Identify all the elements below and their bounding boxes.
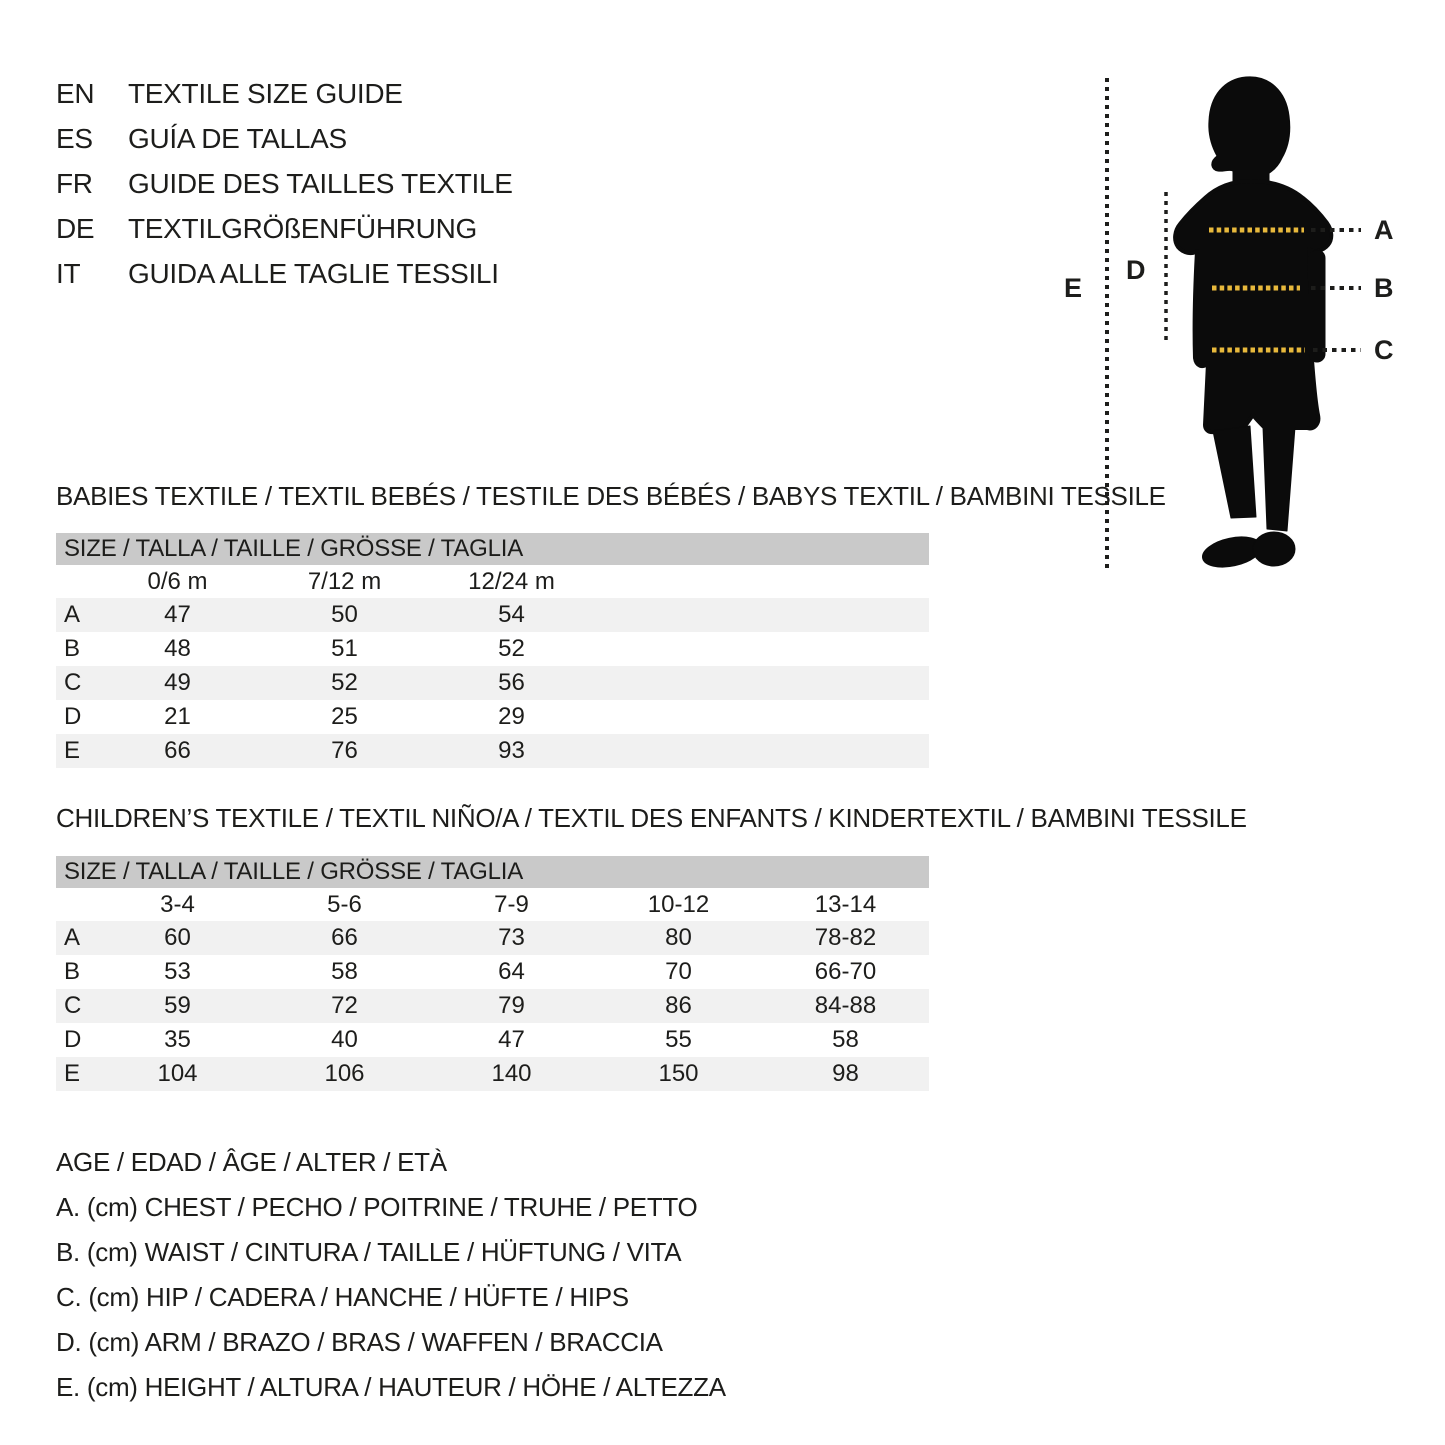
silhouette-torso — [1175, 181, 1331, 432]
measurement-legend — [56, 1140, 726, 1410]
legend-hip: C. (cm) HIP / CADERA / HANCHE / HÜFTE / HIPS — [56, 1282, 629, 1312]
table-cell: 50 — [331, 601, 358, 628]
table-cell: 29 — [498, 703, 525, 730]
table-cell: 66-70 — [814, 958, 877, 985]
children-size-table — [56, 856, 929, 1091]
table-cell: 66 — [331, 924, 358, 951]
babies-size-header-bar: SIZE / TALLA / TAILLE / GRÖSSE / TAGLIA — [56, 533, 929, 565]
table-cell: 86 — [665, 992, 692, 1019]
table-cell: 56 — [498, 669, 525, 696]
table-cell: 51 — [331, 635, 358, 662]
legend-arm: D. (cm) ARM / BRAZO / BRAS / WAFFEN / BRACCIA — [56, 1327, 663, 1357]
silhouette-left-leg — [1213, 426, 1256, 518]
table-cell: 66 — [164, 737, 191, 764]
table-cell: 54 — [498, 601, 525, 628]
row-label: D — [64, 703, 82, 730]
silhouette-shapes — [1175, 77, 1331, 572]
row-label: B — [64, 958, 81, 985]
babies-col-header-3: 12/24 m — [468, 567, 555, 595]
babies-row-d — [56, 700, 929, 734]
table-cell: 59 — [164, 992, 191, 1019]
children-row-d — [56, 1023, 929, 1057]
table-cell: 25 — [331, 703, 358, 730]
lang-code-de: DE — [56, 212, 95, 244]
table-cell: 79 — [498, 992, 525, 1019]
babies-col-header-1: 0/6 m — [147, 567, 208, 595]
table-cell: 106 — [324, 1060, 365, 1087]
babies-column-header-row — [56, 565, 929, 598]
children-col-header-2: 5-6 — [327, 890, 362, 918]
legend-waist: B. (cm) WAIST / CINTURA / TAILLE / HÜFTUNG / VITA — [56, 1237, 682, 1267]
row-label: A — [64, 924, 81, 951]
children-col-header-1: 3-4 — [160, 890, 195, 918]
measure-label-b: B — [1374, 273, 1394, 303]
table-cell: 21 — [164, 703, 191, 730]
silhouette-right-shoe — [1253, 532, 1295, 566]
legend-height: E. (cm) HEIGHT / ALTURA / HAUTEUR / HÖHE / ALTEZZA — [56, 1372, 726, 1402]
table-cell: 52 — [498, 635, 525, 662]
babies-col-header-2: 7/12 m — [307, 567, 382, 595]
table-cell: 104 — [157, 1060, 198, 1087]
children-row-b — [56, 955, 929, 989]
babies-row-c — [56, 666, 929, 700]
table-cell: 48 — [164, 635, 191, 662]
title-row-es — [56, 116, 513, 161]
babies-row-e — [56, 734, 929, 768]
table-cell: 140 — [491, 1060, 532, 1087]
title-de: TEXTILGRÖßENFÜHRUNG — [128, 212, 477, 244]
babies-section-title: BABIES TEXTILE / TEXTIL BEBÉS / TESTILE DES BÉBÉS / BABYS TEXTIL / BAMBINI TESSILE — [56, 481, 1166, 511]
title-row-en — [56, 71, 513, 116]
silhouette-right-arm — [1309, 250, 1325, 362]
title-en: TEXTILE SIZE GUIDE — [128, 77, 403, 109]
table-cell: 52 — [331, 669, 358, 696]
row-label: C — [64, 669, 82, 696]
table-cell: 98 — [832, 1060, 859, 1087]
table-cell: 78-82 — [814, 924, 877, 951]
title-it: GUIDA ALLE TAGLIE TESSILI — [128, 257, 499, 289]
legend-chest: A. (cm) CHEST / PECHO / POITRINE / TRUHE / PETTO — [56, 1192, 698, 1222]
table-cell: 64 — [498, 958, 525, 985]
silhouette-right-leg — [1263, 427, 1295, 531]
title-row-fr — [56, 161, 513, 206]
row-label: E — [64, 737, 81, 764]
lang-code-it: IT — [56, 257, 81, 289]
table-cell: 72 — [331, 992, 358, 1019]
children-column-header-row — [56, 888, 929, 921]
babies-size-table — [56, 533, 929, 768]
row-label: E — [64, 1060, 81, 1087]
table-cell: 53 — [164, 958, 191, 985]
table-cell: 73 — [498, 924, 525, 951]
lang-code-es: ES — [56, 122, 93, 154]
lang-code-fr: FR — [56, 167, 93, 199]
row-label: B — [64, 635, 81, 662]
children-row-c — [56, 989, 929, 1023]
language-title-block — [56, 71, 513, 296]
children-row-a — [56, 921, 929, 955]
table-cell: 80 — [665, 924, 692, 951]
measure-label-a: A — [1374, 215, 1394, 245]
children-col-header-3: 7-9 — [494, 890, 529, 918]
measure-label-e: E — [1064, 273, 1083, 303]
measure-label-c: C — [1374, 335, 1394, 365]
title-fr: GUIDE DES TAILLES TEXTILE — [128, 167, 513, 199]
table-cell: 58 — [832, 1026, 859, 1053]
table-cell: 49 — [164, 669, 191, 696]
table-cell: 35 — [164, 1026, 191, 1053]
row-label: D — [64, 1026, 82, 1053]
children-row-e — [56, 1057, 929, 1091]
table-cell: 55 — [665, 1026, 692, 1053]
table-cell: 84-88 — [814, 992, 877, 1019]
table-cell: 60 — [164, 924, 191, 951]
row-label: C — [64, 992, 82, 1019]
children-size-header-bar: SIZE / TALLA / TAILLE / GRÖSSE / TAGLIA — [56, 856, 929, 888]
table-cell: 58 — [331, 958, 358, 985]
table-cell: 93 — [498, 737, 525, 764]
children-col-header-4: 10-12 — [647, 890, 710, 918]
table-cell: 150 — [658, 1060, 699, 1087]
table-cell: 40 — [331, 1026, 358, 1053]
row-label: A — [64, 601, 81, 628]
table-cell: 70 — [665, 958, 692, 985]
children-section-title: CHILDREN’S TEXTILE / TEXTIL NIÑO/A / TEXTIL DES ENFANTS / KINDERTEXTIL / BAMBINI TESSILE — [56, 803, 1247, 833]
legend-age: AGE / EDAD / ÂGE / ALTER / ETÀ — [56, 1147, 447, 1177]
title-row-it — [56, 251, 513, 296]
lang-code-en: EN — [56, 77, 95, 109]
children-col-header-5: 13-14 — [814, 890, 877, 918]
table-cell: 47 — [498, 1026, 525, 1053]
title-row-de — [56, 206, 513, 251]
title-es: GUÍA DE TALLAS — [128, 122, 347, 154]
babies-row-a — [56, 598, 929, 632]
table-cell: 47 — [164, 601, 191, 628]
table-cell: 76 — [331, 737, 358, 764]
measure-label-d: D — [1126, 255, 1146, 285]
babies-row-b — [56, 632, 929, 666]
